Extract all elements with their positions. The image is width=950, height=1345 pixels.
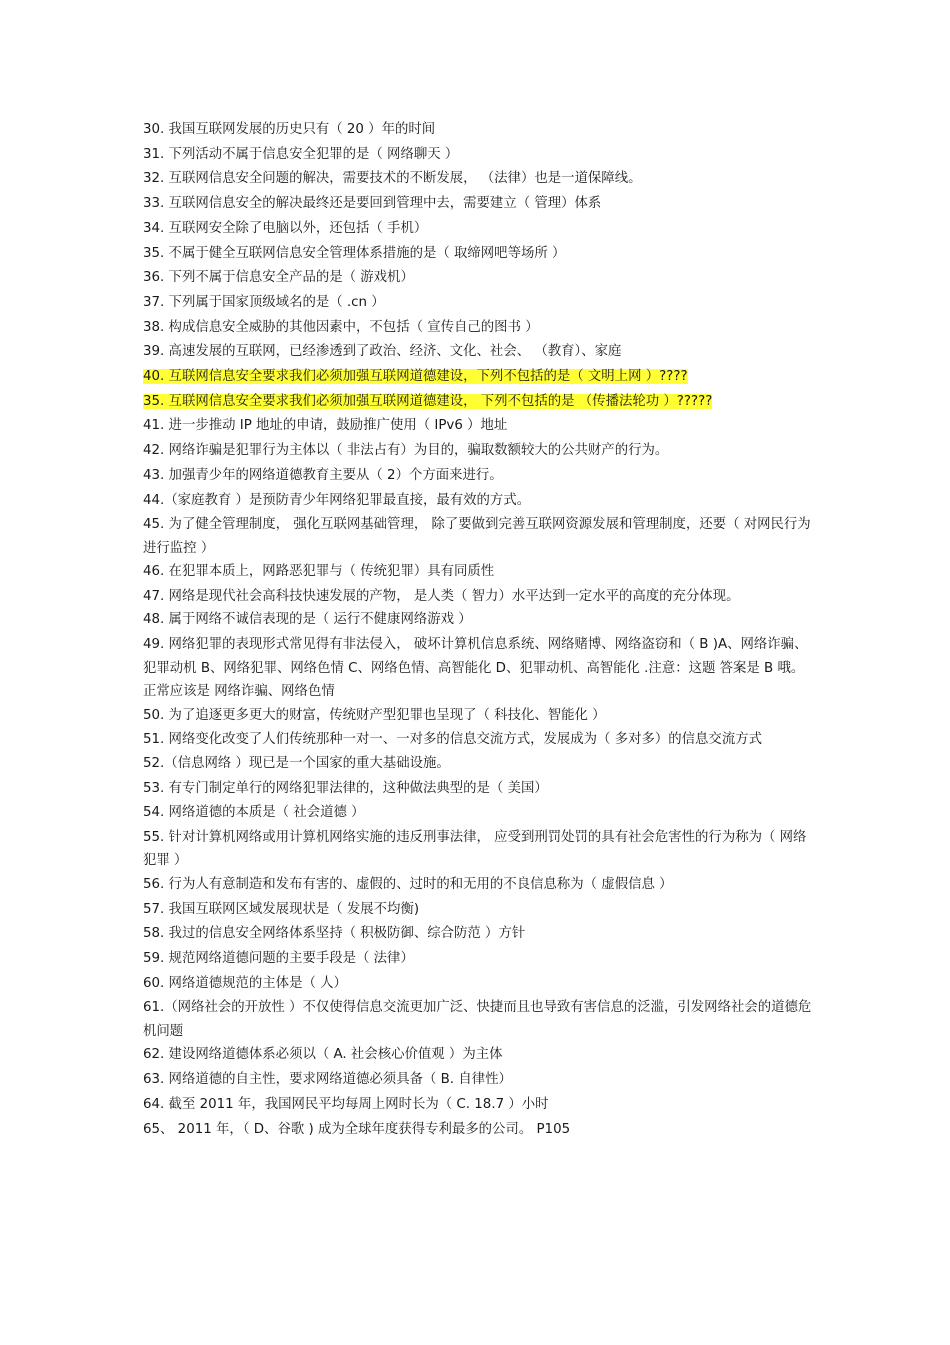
question-list [143,118,815,1142]
question-item [143,414,815,439]
question-item [143,1043,815,1068]
question-item [143,242,815,267]
question-text: 35. 互联网信息安全要求我们必须加强互联网道德建设， 下列不包括的是 （传播法轮功 ）????? [143,393,713,409]
question-item [143,167,815,192]
highlighted-question-item [143,365,815,390]
question-text: 62. 建设网络道德体系必须以（ A. 社会核心价值观 ）为主体 [143,1047,503,1063]
question-item [143,1118,815,1143]
question-text: 33. 互联网信息安全的解决最终还是要回到管理中去，需要建立（ 管理）体系 [143,196,602,212]
question-item [143,560,815,585]
question-item [143,316,815,341]
question-item [143,143,815,168]
question-text: 39. 高速发展的互联网，已经渗透到了政治、经济、文化、社会、 （教育）、家庭 [143,344,622,360]
question-text: 42. 网络诈骗是犯罪行为主体以（ 非法占有）为目的，骗取数额较大的公共财产的行为。 [143,443,669,459]
question-item [143,898,815,923]
question-item [143,217,815,242]
question-item [143,464,815,489]
question-item [143,585,815,609]
question-text: 51. 网络变化改变了人们传统那种一对一、一对多的信息交流方式，发展成为（ 多对多）的信息交流方式 [143,732,762,748]
question-item [143,291,815,316]
question-text: 57. 我国互联网区域发展现状是（ 发展不均衡) [143,901,420,917]
question-text: 56. 行为人有意制造和发布有害的、虚假的、过时的和无用的不良信息称为（ 虚假信息 ） [143,876,673,892]
question-item [143,728,815,752]
question-text: 35. 不属于健全互联网信息安全管理体系措施的是（ 取缔网吧等场所 ） [143,245,566,261]
question-text: 65、 2011 年，（ D、谷歌 ) 成为全球年度获得专利最多的公司。 P105 [143,1121,571,1137]
question-item [143,777,815,802]
question-text: 47. 网络是现代社会高科技快速发展的产物， 是人类（ 智力）水平达到一定水平的高度的充分体现。 [143,588,740,604]
question-text: 44.（家庭教育 ）是预防青少年网络犯罪最直接，最有效的方式。 [143,492,531,508]
question-text: 60. 网络道德规范的主体是（ 人） [143,975,347,991]
question-text: 52.（信息网络 ）现已是一个国家的重大基础设施。 [143,755,450,771]
question-item [143,266,815,291]
question-text: 54. 网络道德的本质是（ 社会道德 ） [143,805,365,821]
question-item [143,873,815,898]
question-text: 64. 截至 2011 年，我国网民平均每周上网时长为（ C. 18.7 ）小时 [143,1096,549,1112]
question-item [143,801,815,826]
question-text: 40. 互联网信息安全要求我们必须加强互联网道德建设，下列不包括的是（ 文明上网 ）???? [143,369,688,385]
question-text: 58. 我过的信息安全网络体系坚持（ 积极防御、综合防范 ）方针 [143,926,526,942]
highlighted-question-item [143,390,815,415]
question-text: 45. 为了健全管理制度， 强化互联网基础管理， 除了要做到完善互联网资源发展和管理制度，还要（ 对网民行为进行监控 ） [143,517,811,556]
question-text: 46. 在犯罪本质上，网路恶犯罪与（ 传统犯罪）具有同质性 [143,564,495,580]
question-text: 30. 我国互联网发展的历史只有（ 20 ）年的时间 [143,122,436,137]
question-item [143,608,815,633]
question-item [143,947,815,972]
question-text: 32. 互联网信息安全问题的解决，需要技术的不断发展， （法律）也是一道保障线。 [143,171,642,187]
question-item [143,340,815,365]
question-item [143,996,815,1043]
question-item [143,192,815,217]
question-text: 48. 属于网络不诚信表现的是（ 运行不健康网络游戏 ） [143,612,472,628]
question-text: 36. 下列不属于信息安全产品的是（ 游戏机） [143,270,414,286]
question-text: 31. 下列活动不属于信息安全犯罪的是（ 网络聊天 ） [143,146,459,162]
question-text: 63. 网络道德的自主性，要求网络道德必须具备（ B. 自律性） [143,1072,512,1088]
question-item [143,1093,815,1118]
question-item [143,752,815,777]
question-item [143,439,815,464]
question-item [143,513,815,560]
question-item [143,922,815,947]
question-text: 43. 加强青少年的网络道德教育主要从（ 2）个方面来进行。 [143,467,503,483]
question-text: 53. 有专门制定单行的网络犯罪法律的，这种做法典型的是（ 美国） [143,780,548,796]
question-text: 37. 下列属于国家顶级域名的是（ .cn ） [143,294,385,310]
question-text: 55. 针对计算机网络或用计算机网络实施的违反刑事法律， 应受到刑罚处罚的具有社会危害性的行为称为（ 网络犯罪 ） [143,829,807,869]
question-text: 49. 网络犯罪的表现形式常见得有非法侵入， 破坏计算机信息系统、网络赌博、网络盗窃和（ B )A、网络诈骗、犯罪动机 B、网络犯罪、网络色情 C、网络色情、高智能化 D、犯罪动机、高智能化 .注意：这题 答案是 B 哦。正常应该是 网络诈骗、网络色情 [143,637,808,700]
question-item [143,1068,815,1093]
question-item [143,633,815,704]
question-item [143,118,815,143]
question-text: 50. 为了追逐更多更大的财富，传统财产型犯罪也呈现了（ 科技化、智能化 ） [143,707,606,723]
question-item [143,826,815,873]
question-text: 34. 互联网安全除了电脑以外，还包括（ 手机） [143,220,428,236]
question-item [143,972,815,997]
question-text: 59. 规范网络道德问题的主要手段是（ 法律） [143,951,414,967]
question-item [143,704,815,729]
question-text: 41. 进一步推动 IP 地址的申请，鼓励推广使用（ IPv6 ）地址 [143,418,508,434]
question-item [143,489,815,514]
question-text: 61.（网络社会的开放性 ）不仅使得信息交流更加广泛、快捷而且也导致有害信息的泛滥，引发网络社会的道德危机问题 [143,1000,812,1039]
question-text: 38. 构成信息安全威胁的其他因素中，不包括（ 宣传自己的图书 ） [143,319,539,335]
